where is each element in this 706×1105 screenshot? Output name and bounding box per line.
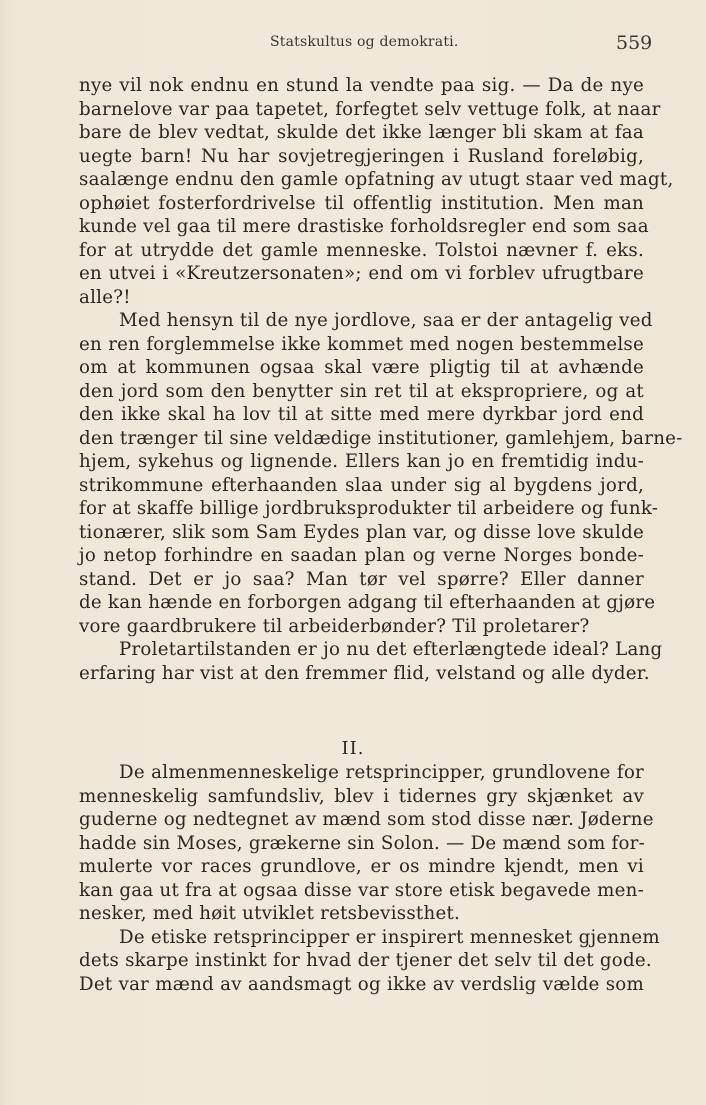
text-line: barnelove var paa tapetet, forfegtet selv vettuge folk, at naar (79, 98, 661, 120)
text-line: alle?! (79, 286, 131, 308)
text-line: uegte barn! Nu har sovjetregjeringen i Rusland foreløbig, (79, 145, 644, 167)
text-line: for at utrydde det gamle menneske. Tolstoi nævner f. eks. (79, 239, 644, 261)
text-line: De etiske retsprincipper er inspirert mennesket gjennem (119, 926, 660, 948)
text-line: Med hensyn til de nye jordlove, saa er der antagelig ved (119, 310, 653, 331)
text-line: en utvei i «Kreutzersonaten»; end om vi forblev ufrugtbare (79, 263, 644, 284)
paragraph (79, 309, 683, 638)
text-line: nesker, med høit utviklet retsbevissthet. (79, 903, 461, 924)
section-heading: II. (341, 738, 365, 759)
text-line: hadde sin Moses, grækerne sin Solon. — De mænd som for- (79, 832, 646, 854)
text-line: kan gaa ut fra at ogsaa disse var store etisk begavede men- (79, 879, 644, 901)
text-line: den jord som den benytter sin ret til at ekspropriere, og at (79, 380, 644, 402)
text-line: guderne og nedtegnet av mænd som stod disse nær. Jøderne (79, 809, 654, 830)
text-line: kunde vel gaa til mere drastiske forholdsregler end som saa (79, 216, 649, 237)
text-line: bare de blev vedtat, skulde det ikke længer bli skam at faa (79, 122, 644, 143)
text-line: om at kommunen ogsaa skal være pligtig til at avhænde (79, 357, 644, 378)
section-1-text (79, 74, 683, 685)
text-line: saalænge endnu den gamle opfatning av utugt staar ved magt, (79, 169, 674, 190)
text-line: en ren forglemmelse ikke kommet med nogen bestemmelse (79, 333, 644, 355)
paragraph (79, 926, 660, 997)
text-line: nye vil nok endnu en stund la vendte paa sig. — Da de nye (79, 75, 644, 96)
text-line: Proletartilstanden er jo nu det efterlængtede ideal? Lang (119, 639, 663, 660)
paragraph (79, 74, 674, 309)
text-line: menneskelig samfundsliv, blev i tidernes gry skjænket av (79, 785, 644, 807)
text-line: de kan hænde en forborgen adgang til efterhaanden at gjøre (79, 592, 656, 613)
text-line: stand. Det er jo saa? Man tør vel spørre? Eller danner (79, 568, 644, 590)
paragraph (79, 638, 663, 685)
page-number: 559 (616, 32, 653, 54)
text-line: vore gaardbrukere til arbeiderbønder? Til proletarer? (79, 615, 590, 637)
text-line: jo netop forhindre en saadan plan og verne Norges bonde- (79, 545, 644, 566)
section-2-text (79, 761, 660, 996)
text-line: strikommune efterhaanden slaa under sig al bygdens jord, (79, 474, 644, 496)
text-line: tionærer, slik som Sam Eydes plan var, og disse love skulde (79, 521, 644, 543)
text-line: ophøiet fosterfordrivelse til offentlig institution. Men man (79, 192, 644, 214)
paragraph (79, 761, 654, 926)
text-line: for at skaffe billige jordbruksprodukter til arbeidere og funk- (79, 498, 659, 519)
text-line: Det var mænd av aandsmagt og ikke av verdslig vælde som (79, 973, 644, 995)
text-line: erfaring har vist at den fremmer flid, velstand og alle dyder. (79, 662, 650, 684)
text-line: den trænger til sine veldædige institutioner, gamlehjem, barne- (79, 427, 683, 449)
text-line: mulerte vor races grundlove, er os mindre kjendt, men vi (79, 856, 644, 877)
text-line: den ikke skal ha lov til at sitte med mere dyrkbar jord end (79, 404, 644, 425)
text-line: hjem, sykehus og lignende. Ellers kan jo en fremtidig indu- (79, 451, 644, 472)
text-line: dets skarpe instinkt for hvad der tjener det selv til det gode. (79, 950, 652, 971)
text-line: De almenmenneskelige retsprincipper, grundlovene for (119, 762, 644, 783)
running-title: Statskultus og demokrati. (270, 34, 459, 50)
